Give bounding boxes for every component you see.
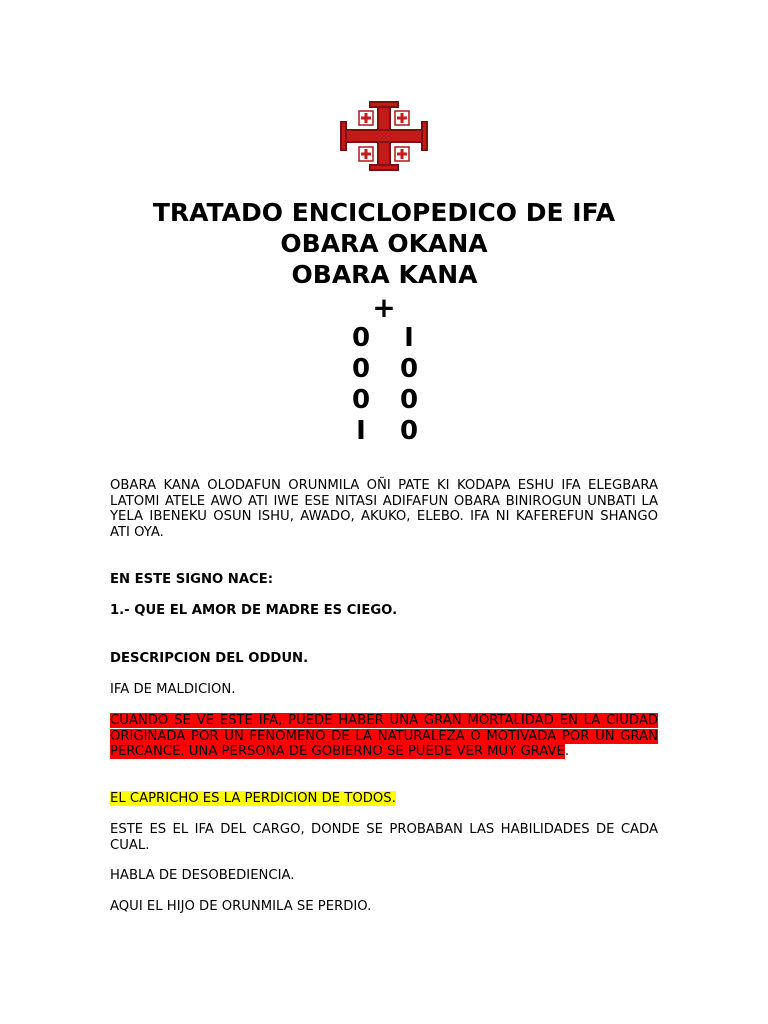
paragraph-capricho [110, 791, 396, 807]
mark-left: 0 [351, 354, 371, 384]
mark-left: 0 [351, 385, 371, 415]
intro-paragraph: OBARA KANA OLODAFUN ORUNMILA OÑI PATE KI KODAPA ESHU IFA ELEGBARA LATOMI ATELE AWO ATI IWE ESE NITASI ADIFAFUN OBARA BINIROGUN UNBATI LA YELA IBENEKU OSUN ISHU, AWADO, AKUKO, ELEBO. IFA NI KAFEREFUN SHANGO ATI OYA. [110, 478, 658, 540]
mark-row [348, 323, 432, 354]
mark-right: 0 [399, 416, 419, 446]
paragraph-mortalidad [110, 713, 658, 760]
plus-sign: + [372, 291, 396, 324]
odu-marks [348, 323, 432, 447]
mark-row [348, 416, 432, 447]
paragraph-cargo: ESTE ES EL IFA DEL CARGO, DONDE SE PROBABAN LAS HABILIDADES DE CADA CUAL. [110, 822, 658, 853]
document-title-block [0, 197, 768, 290]
mark-right: I [404, 323, 414, 353]
mark-right: 0 [399, 354, 419, 384]
odu-name-secondary: OBARA KANA [291, 260, 478, 289]
red-highlight-tail: . [564, 744, 570, 759]
paragraph-desobediencia: HABLA DE DESOBEDIENCIA. [110, 868, 295, 883]
mark-left: I [356, 416, 366, 446]
jerusalem-cross-icon [340, 100, 428, 172]
mark-row [348, 354, 432, 385]
mark-row [348, 385, 432, 416]
section-heading-signo: EN ESTE SIGNO NACE: [110, 572, 274, 587]
document-title: TRATADO ENCICLOPEDICO DE IFA [152, 198, 616, 227]
section-heading-description: DESCRIPCION DEL ODDUN. [110, 651, 309, 666]
paragraph-hijo: AQUI EL HIJO DE ORUNMILA SE PERDIO. [110, 899, 372, 914]
mark-right: 0 [399, 385, 419, 415]
odu-name-primary: OBARA OKANA [280, 229, 488, 258]
section-heading-amor: 1.- QUE EL AMOR DE MADRE ES CIEGO. [110, 603, 398, 618]
red-highlight: CUANDO SE VE ESTE IFA, PUEDE HABER UNA GRAN MORTALIDAD EN LA CIUDAD ORIGINADA POR UN FENOMENO DE LA NATURALEZA O MOTIVADA POR UN GRAN PERCANCE. UNA PERSONA DE GOBIERNO SE PUEDE VER MUY GRAVE [110, 713, 658, 759]
mark-left: 0 [351, 323, 371, 353]
yellow-highlight: EL CAPRICHO ES LA PERDICION DE TODOS. [110, 791, 396, 806]
paragraph-maldicion: IFA DE MALDICION. [110, 682, 236, 697]
